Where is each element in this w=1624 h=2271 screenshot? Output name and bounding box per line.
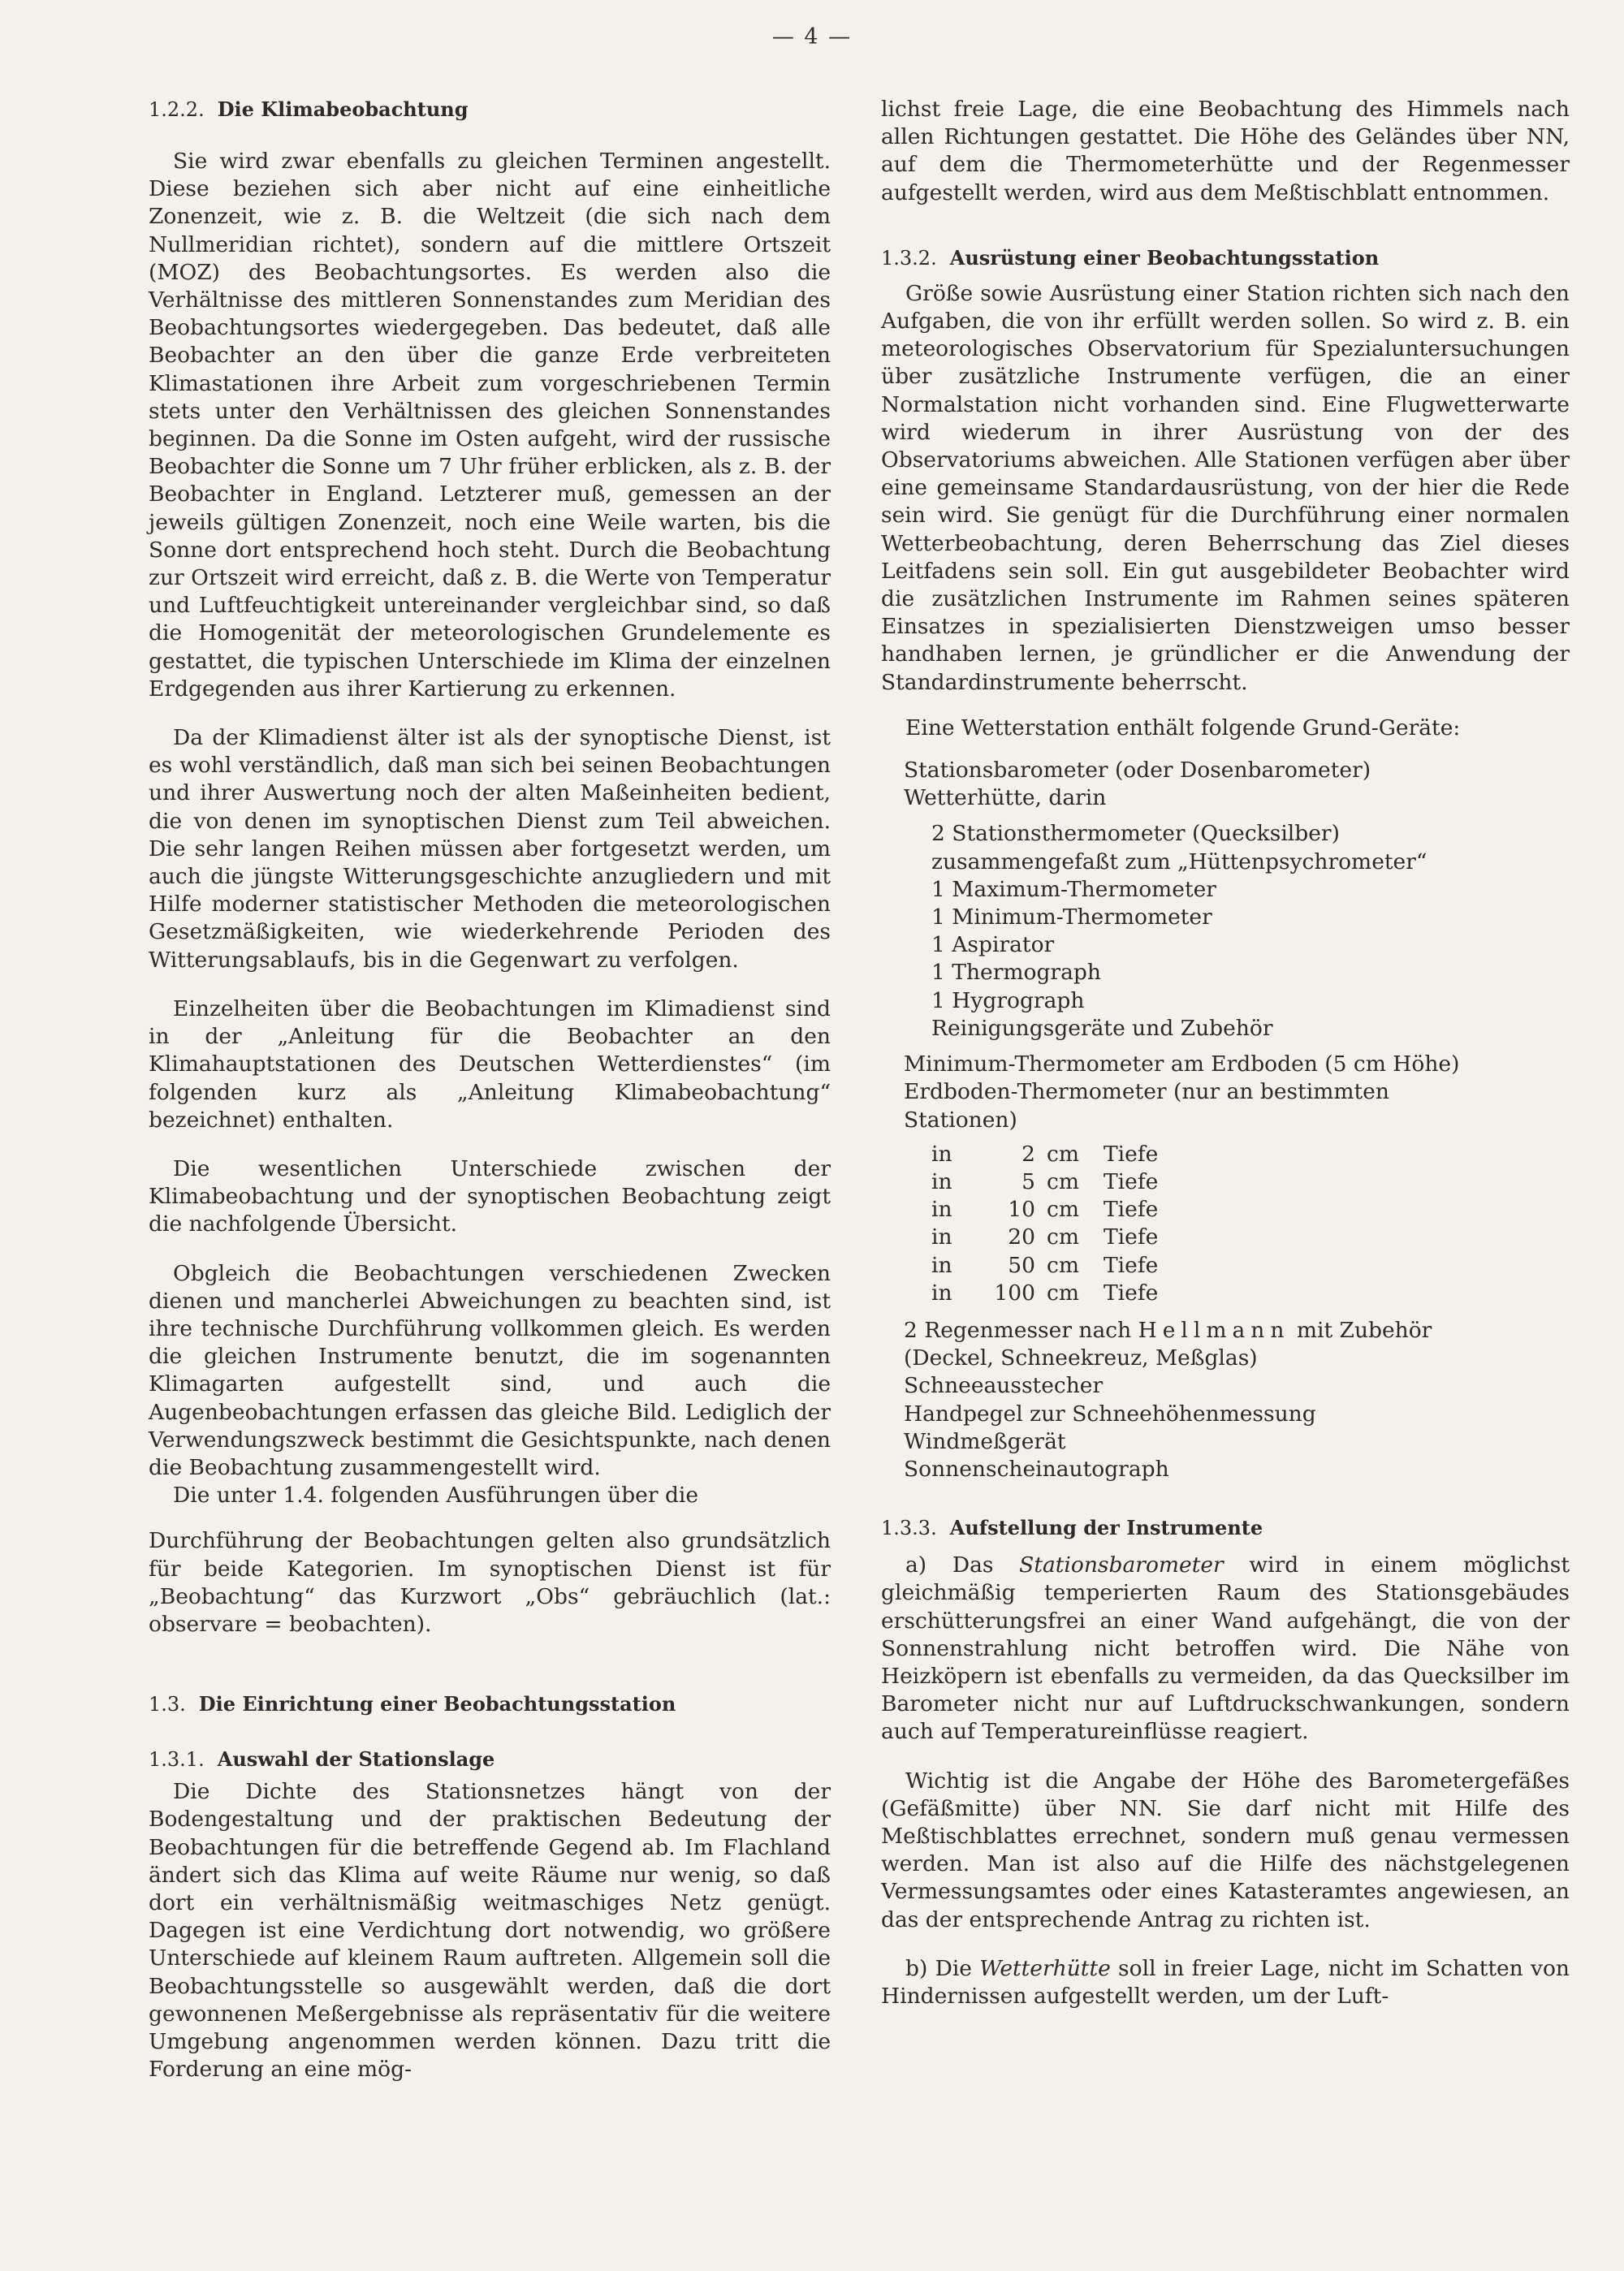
depth-word: Tiefe	[1104, 1224, 1159, 1250]
depth-pre: in	[931, 1141, 952, 1167]
depth-row	[881, 1196, 1570, 1224]
equipment-list	[881, 757, 1570, 1483]
paragraph: Die wesentlichen Unterschiede zwischen der Klimabeobachtung und der synoptischen Beobachtung zeigt die nachfolgende Übersicht.	[149, 1155, 831, 1237]
depth-unit: cm	[1047, 1224, 1079, 1250]
depth-row	[881, 1252, 1570, 1280]
depth-val: 50	[1008, 1252, 1035, 1278]
list-item: Erdboden-Thermometer (nur an bestimmten	[904, 1079, 1389, 1105]
depth-word: Tiefe	[1104, 1252, 1159, 1278]
paragraph: Sie wird zwar ebenfalls zu gleichen Terminen angestellt. Diese beziehen sich aber nicht auf eine einheitliche Zonenzeit, wie z. B. die Weltzeit (die sich nach dem Nullmeridian richtet), sondern auf die mittlere Ortszeit (MOZ) des Beobachtungsortes. Es werden also die Verhältnisse des mittleren Sonnenstandes zum Meridian des Beobachtungsortes wiedergegeben. Das bedeutet, daß alle Beobachter an den über die ganze Erde verbreiteten Klimastationen ihre Arbeit zum vorgeschriebenen Termin stets unter den Verhältnissen des gleichen Sonnenstandes beginnen. Da die Sonne im Osten aufgeht, wird der russische Beobachter die Sonne um 7 Uhr früher erblicken, als z. B. der Beobachter in England. Letzterer muß, gemessen an der jeweils gültigen Zonenzeit, noch eine Weile warten, bis die Sonne dort entsprechend hoch steht. Durch die Beobachtung zur Ortszeit wird erreicht, daß z. B. die Werte von Temperatur und Luftfeuchtigkeit untereinander vergleichbar sind, so daß die Homogenität der meteorologischen Grundelemente es gestattet, die typischen Unterschiede im Klima der einzelnen Erdgegenden aus ihrer Kartierung zu erkennen.	[149, 149, 831, 702]
depth-word: Tiefe	[1104, 1168, 1159, 1194]
list-item: 1 Hygrograph	[931, 987, 1085, 1013]
depth-word: Tiefe	[1104, 1197, 1159, 1223]
paragraph: Eine Wetterstation enthält folgende Grund-Geräte:	[905, 715, 1461, 740]
right-column	[881, 96, 1570, 2010]
paragraph: b) Die Wetterhütte soll in freier Lage, nicht im Schatten von Hindernissen aufgestellt werden, um der Luft-	[881, 1955, 1570, 2009]
list-item: (Deckel, Schneekreuz, Meßglas)	[904, 1345, 1258, 1371]
paragraph: Obgleich die Beobachtungen verschiedenen Zwecken dienen und mancherlei Abweichungen zu beachten sind, ist ihre technische Durchführung vollkommen gleich. Es werden die gleichen Instrumente benutzt, die im sogenannten Klimagarten aufgestellt sind, und auch die Augenbeobachtungen erfassen das gleiche Bild. Lediglich der Verwendungszweck bestimmt die Gesichtspunkte, nach denen die Beobachtung zusammengestellt wird.	[149, 1260, 831, 1480]
depth-word: Tiefe	[1104, 1141, 1159, 1167]
paragraph: Einzelheiten über die Beobachtungen im Klimadienst sind in der „Anleitung für die Beobachter an den Klimahauptstationen des Deutschen Wetterdienstes“ (im folgenden kurz als „Anleitung Klimabeobachtung“ bezeichnet) enthalten.	[149, 995, 831, 1133]
list-item: Minimum-Thermometer am Erdboden (5 cm Höhe)	[904, 1051, 1460, 1077]
depth-unit: cm	[1047, 1141, 1079, 1167]
depth-pre: in	[931, 1224, 952, 1250]
list-item: Stationen)	[904, 1107, 1017, 1133]
paragraph: a) Das Stationsbarometer wird in einem möglichst gleichmäßig temperierten Raum des Stationsgebäudes erschütterungsfrei an einer Wand aufgehängt, die von der Sonnenstrahlung nicht betroffen wird. Die Nähe von Heizköpern ist ebenfalls zu vermeiden, da das Quecksilber im Barometer nicht nur auf Luftdruckschwankungen, sondern auch auf Temperatureinflüsse reagiert.	[881, 1552, 1570, 1745]
depth-val: 2	[1021, 1141, 1035, 1167]
depth-word: Tiefe	[1104, 1280, 1159, 1306]
depth-row	[881, 1141, 1570, 1168]
list-item: Windmeßgerät	[904, 1428, 1066, 1454]
list-item: 1 Minimum-Thermometer	[931, 905, 1212, 930]
depth-unit: cm	[1047, 1168, 1079, 1194]
page-number: — 4 —	[771, 24, 853, 50]
list-item: 1 Aspirator	[931, 932, 1055, 958]
depth-row	[881, 1168, 1570, 1196]
list-item: 1 Thermograph	[931, 960, 1101, 986]
list-item: 1 Maximum-Thermometer	[931, 876, 1216, 902]
list-item: Reinigungsgeräte und Zubehör	[931, 1015, 1273, 1041]
heading-1-3-1: 1.3.1. Auswahl der Stationslage	[149, 1747, 495, 1772]
list-item: Handpegel zur Schneehöhenmessung	[904, 1401, 1316, 1427]
paragraph: Größe sowie Ausrüstung einer Station richten sich nach den Aufgaben, die von ihr erfüllt werden sollen. So wird z. B. ein meteorologisches Observatorium für Spezialuntersuchungen über zusätzliche Instrumente verfügen, die an einer Normalstation nicht vorhanden sind. Eine Flugwetterwarte wird wiederum in ihrer Ausrüstung von der des Observatoriums abweichen. Alle Stationen verfügen aber über eine gemeinsame Standardausrüstung, von der hier die Rede sein wird. Sie genügt für die Durchführung einer normalen Wetterbeobachtung, deren Beherrschung das Ziel dieses Leitfadens sein soll. Ein gut ausgebildeter Beobachter wird die zusätzlichen Instrumente im Rahmen seines späteren Einsatzes in spezialisierten Dienstzweigen umso besser handhaben lernen, je gründlicher er die Anwendung der Standardinstrumente beherrscht.	[881, 280, 1570, 695]
depth-val: 5	[1021, 1168, 1035, 1194]
list-item: Stationsbarometer (oder Dosenbarometer)	[904, 758, 1371, 784]
paragraph: Wichtig ist die Angabe der Höhe des Barometergefäßes (Gefäßmitte) über NN. Sie darf nicht mit Hilfe des Meßtischblattes errechnet, sondern muß genau vermessen werden. Man ist also auf die Hilfe des nächstgelegenen Vermessungsamtes oder eines Katasteramtes angewiesen, an das der entsprechende Antrag zu richten ist.	[881, 1768, 1570, 1932]
depth-val: 10	[1008, 1197, 1035, 1223]
list-item: 2 Stationsthermometer (Quecksilber)	[931, 821, 1340, 847]
depth-val: 100	[994, 1280, 1035, 1306]
heading-1-3: 1.3. Die Einrichtung einer Beobachtungsstation	[149, 1692, 676, 1716]
depth-unit: cm	[1047, 1197, 1079, 1223]
list-item: 2 Regenmesser nach Hellmann mit Zubehör	[904, 1317, 1432, 1343]
paragraph: Durchführung der Beobachtungen gelten also grundsätzlich für beide Kategorien. Im synoptischen Dienst ist für „Beobachtung“ das Kurzwort „Obs“ gebräuchlich (lat.: observare = beobachten).	[149, 1528, 831, 1637]
depth-list	[881, 1141, 1570, 1307]
paragraph: lichst freie Lage, die eine Beobachtung des Himmels nach allen Richtungen gestattet. Die Höhe des Geländes über NN, auf dem die Thermometerhütte und der Regenmesser aufgestellt werden, wird aus dem Meßtischblatt entnommen.	[881, 97, 1570, 205]
heading-1-2-2: 1.2.2. Die Klimabeobachtung	[149, 97, 469, 121]
depth-row	[881, 1224, 1570, 1251]
depth-unit: cm	[1047, 1252, 1079, 1278]
depth-pre: in	[931, 1280, 952, 1306]
list-item: Sonnenscheinautograph	[904, 1456, 1169, 1482]
paragraph: Die unter 1.4. folgenden Ausführungen über die	[173, 1483, 699, 1509]
list-item: Schneeausstecher	[904, 1373, 1104, 1399]
left-column	[149, 96, 831, 2083]
depth-unit: cm	[1047, 1280, 1079, 1306]
depth-val: 20	[1008, 1224, 1035, 1250]
depth-pre: in	[931, 1197, 952, 1223]
paragraph: Da der Klimadienst älter ist als der synoptische Dienst, ist es wohl verständlich, daß man sich bei seinen Beobachtungen und ihrer Auswertung noch der alten Maßeinheiten bedient, die von denen im synoptischen Dienst zum Teil abweichen. Die sehr langen Reihen müssen aber fortgesetzt werden, um auch die jüngste Witterungsgeschichte anzugliedern und mit Hilfe moderner statistischer Methoden die meteorologischen Gesetzmäßigkeiten, wie wiederkehrende Perioden des Witterungsablaufs, bis in die Gegenwart zu verfolgen.	[149, 725, 831, 973]
list-item: zusammengefaßt zum „Hüttenpsychrometer“	[931, 848, 1427, 874]
paragraph: Die Dichte des Stationsnetzes hängt von der Bodengestaltung und der praktischen Bedeutung der Beobachtungen für die betreffende Gegend ab. Im Flachland ändert sich das Klima auf weite Räume nur wenig, so daß dort ein verhältnismäßig weitmaschiges Netz genügt. Dagegen ist eine Verdichtung dort notwendig, wo größere Unterschiede auf kleinem Raum auftreten. Allgemein soll die Beobachtungsstelle so ausgewählt werden, daß die dort gewonnenen Meßergebnisse als repräsentativ für die weitere Umgebung angenommen werden können. Dazu tritt die Forderung an eine mög-	[149, 1779, 831, 2083]
heading-1-3-3: 1.3.3. Aufstellung der Instrumente	[881, 1516, 1263, 1540]
heading-1-3-2: 1.3.2. Ausrüstung einer Beobachtungsstation	[881, 245, 1380, 270]
depth-pre: in	[931, 1168, 952, 1194]
list-item: Wetterhütte, darin	[904, 785, 1107, 811]
depth-pre: in	[931, 1252, 952, 1278]
depth-row	[881, 1280, 1570, 1307]
author-name: Hellmann	[1138, 1317, 1290, 1343]
